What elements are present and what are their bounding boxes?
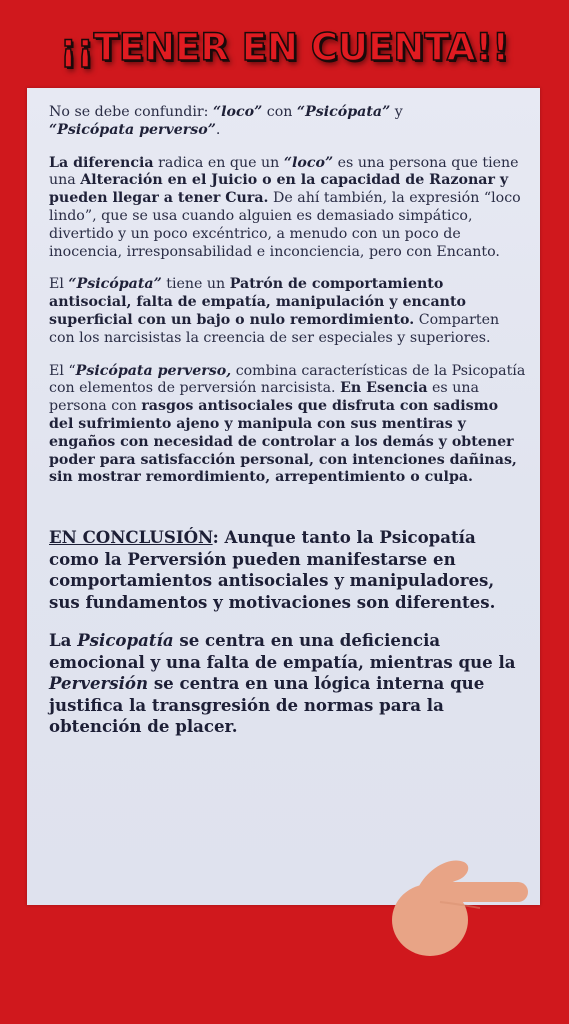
- text-span: El “: [49, 362, 76, 379]
- term-loco: “loco”: [212, 104, 263, 120]
- text-span: es una persona con: [49, 380, 479, 415]
- text-span: Comparten con los narcisistas la creencia de ser especiales y superiores.: [49, 311, 500, 346]
- term-loco: “loco”: [283, 154, 334, 171]
- document-content: [49, 104, 527, 755]
- term-psicopatia: Psicopatía: [77, 630, 174, 651]
- term-psicopata: “Psicópata”: [296, 104, 391, 120]
- conclusion-text: : Aunque tanto la Psicopatía como la Perversión pueden manifestarse en comportamientos antisociales y manipuladores, sus fundamentos y motivaciones son diferentes.: [49, 527, 496, 612]
- text-span: De ahí también, la expresión “loco lindo”, que se usa cuando alguien es demasiado simpático, divertido y un poco excéntrico, a menudo con un poco de inocencia, irresponsabilidad e inconciencia, pero con Encanto.: [49, 190, 521, 260]
- text-span: tiene un: [161, 276, 230, 293]
- paragraph-intro: [49, 104, 527, 140]
- term-psicopata-perverso: “Psicópata perverso”: [49, 121, 216, 138]
- paragraph-conclusion: [49, 527, 527, 613]
- text-span: No se debe confundir:: [49, 104, 213, 120]
- bold-text: rasgos antisociales que disfruta con sadismo del sufrimiento ajeno y manipula con sus mentiras y engaños con necesidad de controlar a los demás y obtener poder para satisfacción personal, con intenciones dañinas, sin mostrar remordimiento, arrepentimiento o culpa.: [49, 398, 517, 486]
- paragraph-diferencia: [49, 155, 527, 262]
- pointing-hand-icon: [388, 850, 533, 960]
- bold-text: Alteración en el Juicio o en la capacidad de Razonar y pueden llegar a tener Cura.: [49, 172, 509, 207]
- text-span: se centra en una lógica interna que justifica la transgresión de normas para la obtención de placer.: [49, 673, 485, 737]
- term-psicopata-perverso: Psicópata perverso,: [75, 362, 232, 379]
- text-span: y: [390, 104, 403, 120]
- text-span: con: [262, 104, 297, 120]
- text-span: El: [49, 276, 69, 293]
- bold-text: Patrón de comportamiento antisocial, falta de empatía, manipulación y encanto superficial con un bajo o nulo remordimiento.: [49, 276, 466, 328]
- term-psicopata: “Psicópata”: [68, 276, 162, 293]
- paragraph-psicopata: [49, 276, 527, 347]
- text-span: se centra en una deficiencia emocional y una falta de empatía, mientras que la: [49, 630, 516, 672]
- page-title: ¡¡TENER EN CUENTA!!: [59, 26, 510, 69]
- term-perversion: Perversión: [49, 673, 149, 694]
- bold-text: En Esencia: [340, 380, 428, 397]
- paragraph-conclusion-detail: [49, 630, 527, 738]
- document-page: [27, 88, 540, 905]
- text-span: radica en que un: [153, 154, 284, 171]
- conclusion-label: EN CONCLUSIÓN: [49, 527, 213, 548]
- paragraph-psicopata-perverso: [49, 363, 527, 488]
- bold-text: La diferencia: [49, 154, 154, 171]
- text-span: .: [215, 121, 221, 138]
- text-span: combina características de la Psicopatía con elementos de perversión narcisista.: [49, 362, 526, 397]
- text-span: es una persona que tiene una: [49, 154, 519, 189]
- text-span: La: [49, 630, 78, 651]
